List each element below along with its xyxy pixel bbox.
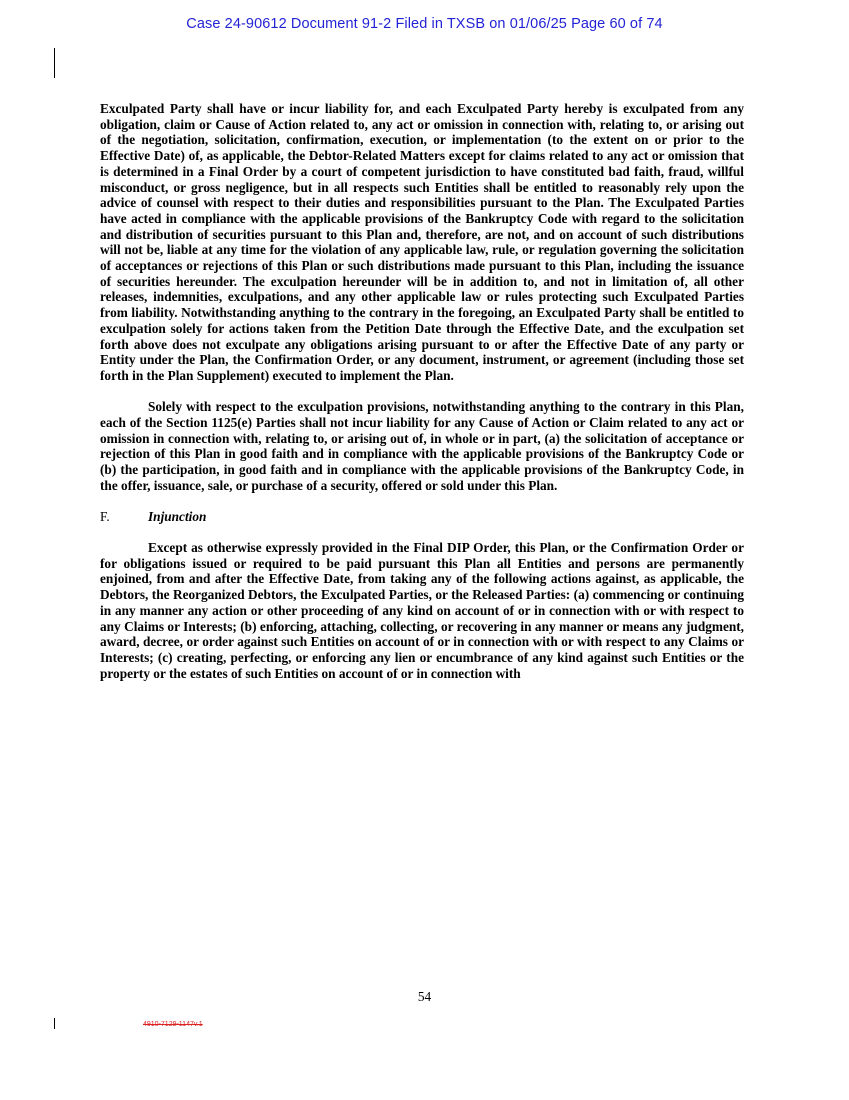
court-filing-header: Case 24-90612 Document 91-2 Filed in TXSB on 01/06/25 Page 60 of 74: [186, 16, 663, 32]
paragraph-section-1125e: Solely with respect to the exculpation provisions, notwithstanding anything to the contrary in this Plan, each of the Section 1125(e) Parties shall not incur liability for any Cause of Action or Claim related to any act or omission in connection with, relating to, or arising out of, in whole or in part, (a) the solicitation of acceptance or rejection of this Plan in good faith and in compliance with the applicable provisions of the Bankruptcy Code or (b) the participation, in good faith and in compliance with the applicable provisions of the Bankruptcy Code, in the offer, issuance, sale, or purchase of a security, offered or sold under this Plan.: [100, 399, 744, 493]
change-bar-top: [54, 48, 55, 78]
paragraph-injunction: Except as otherwise expressly provided in the Final DIP Order, this Plan, or the Confirmation Order or for obligations issued or required to be paid pursuant this Plan all Entities and persons are permanently enjoined, from and after the Effective Date, from taking any of the following actions against, as applicable, the Debtors, the Reorganized Debtors, the Exculpated Parties, or the Released Parties: (a) commencing or continuing in any manner any action or other proceeding of any kind on account of or in connection with or with respect to any Claims or Interests; (b) enforcing, attaching, collecting, or recovering in any manner or means any judgment, award, decree, or order against such Entities on account of or in connection with or with respect to any Claims or Interests; (c) creating, perfecting, or enforcing any lien or encumbrance of any kind against such Entities or the property or the estates of such Entities on account of or in connection with: [100, 540, 744, 681]
document-id: 4910-7129-1147v.1: [143, 1021, 203, 1028]
paragraph-exculpation-continued: Exculpated Party shall have or incur liability for, and each Exculpated Party hereby is exculpated from any obligation, claim or Cause of Action related to, any act or omission in connection with, relating to, or arising out of the negotiation, solicitation, confirmation, execution, or implementation (to the extent on or prior to the Effective Date) of, as applicable, the Debtor-Related Matters except for claims related to any act or omission that is determined in a Final Order by a court of competent jurisdiction to have constituted bad faith, fraud, willful misconduct, or gross negligence, but in all respects such Entities shall be entitled to reasonably rely upon the advice of counsel with respect to their duties and responsibilities pursuant to the Plan. The Exculpated Parties have acted in compliance with the applicable provisions of the Bankruptcy Code with regard to the solicitation and distribution of securities pursuant to this Plan and, therefore, are not, and on account of such distributions will not be, liable at any time for the violation of any applicable law, rule, or regulation governing the solicitation of acceptances or rejections of this Plan or such distributions made pursuant to this Plan, including the issuance of securities hereunder. The exculpation hereunder will be in addition to, and not in limitation of, all other releases, indemnities, exculpations, and any other applicable law or rules protecting such Exculpated Parties from liability. Notwithstanding anything to the contrary in the foregoing, an Exculpated Party shall be entitled to exculpation solely for actions taken from the Petition Date through the Effective Date, and the exculpation set forth above does not exculpate any obligations arising pursuant to or after the Effective Date of any party or Entity under the Plan, the Confirmation Order, or any document, instrument, or agreement (including those set forth in the Plan Supplement) executed to implement the Plan.: [100, 101, 744, 383]
page-number: 54: [417, 989, 432, 1004]
section-number: F.: [100, 508, 110, 524]
document-body: [100, 101, 744, 681]
section-title: Injunction: [148, 508, 207, 524]
section-heading-injunction: [100, 509, 744, 525]
change-bar-bottom: [54, 1018, 55, 1029]
